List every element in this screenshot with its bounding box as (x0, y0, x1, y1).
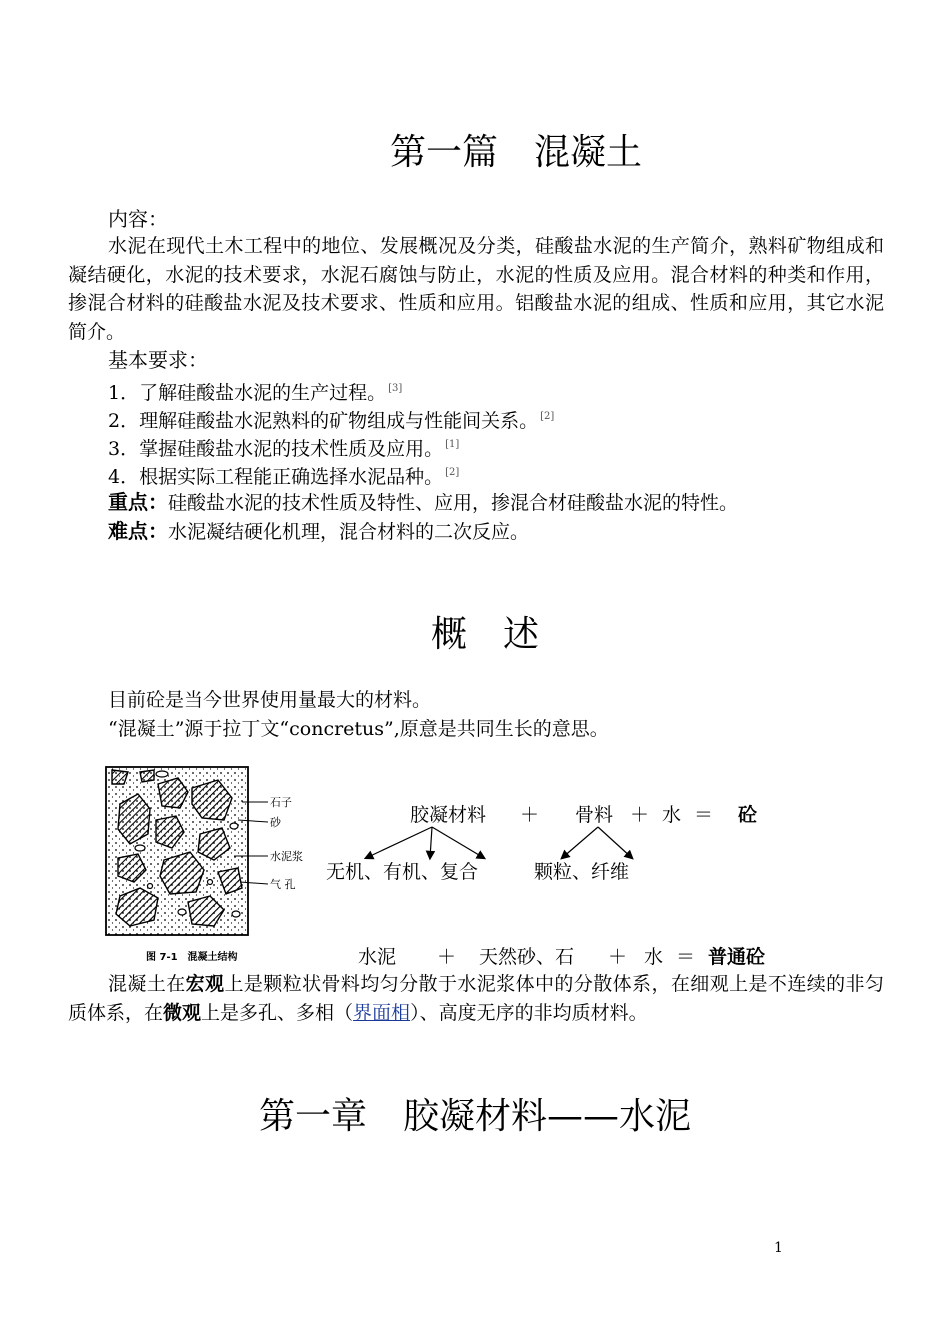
citation: [3] (388, 383, 403, 394)
eq2-water: 水 (644, 946, 664, 968)
requirement-item: 4．根据实际工程能正确选择水泥品种。 [2] (108, 466, 460, 488)
concrete-structure-figure (100, 764, 303, 964)
eq2-aggregate: 天然砂、石 (479, 946, 575, 968)
macro-term: 宏观 (185, 973, 225, 995)
overview-line-1: 目前砼是当今世界使用量最大的材料。 (108, 689, 432, 711)
eq2-plus-2: ＋ (608, 946, 628, 968)
eq2-equals: ＝ (676, 946, 696, 968)
chapter-title: 第一章 胶凝材料——水泥 (258, 1096, 691, 1137)
overview-title: 概 述 (430, 614, 539, 655)
eq2-cement: 水泥 (358, 946, 397, 968)
content-heading: 内容： (108, 207, 168, 231)
key-points-label: 重点： (108, 490, 168, 514)
diagram-binder: 胶凝材料 (410, 804, 487, 826)
diagram-aggregate-types: 颗粒、纤维 (534, 861, 630, 883)
figure-label-pore: 气 孔 (270, 878, 296, 891)
figure-label-cement-paste: 水泥浆 (270, 850, 303, 863)
difficulties: 难点：水泥凝结硬化机理，混合材料的二次反应。 (108, 519, 530, 543)
requirement-item: 3．掌握硅酸盐水泥的技术性质及应用。 [1] (108, 438, 460, 460)
diagram-binder-types: 无机、有机、复合 (326, 861, 479, 883)
micro-term: 微观 (163, 1001, 202, 1024)
diagram-aggregate: 骨料 (575, 804, 614, 826)
diagram-water: 水 (662, 804, 682, 826)
difficulties-label: 难点： (108, 519, 168, 543)
content-paragraph: 水泥在现代土木工程中的地位、发展概况及分类，硅酸盐水泥的生产简介，熟料矿物组成和凝结硬化，水泥的技术要求，水泥石腐蚀与防止，水泥的性质及应用。混合材料的种类和作用，掺混合材料的硅酸盐水泥及技术要求、性质和应用。铝酸盐水泥的组成、性质和应用，其它水泥简介。 (68, 235, 884, 343)
eq2-result: 普通砼 (708, 946, 766, 968)
diagram-plus-1: ＋ (520, 804, 540, 826)
citation: [2] (540, 411, 555, 422)
figure-label-sand: 砂 (270, 816, 281, 829)
eq2-plus-1: ＋ (437, 946, 457, 968)
requirement-item: 2．理解硅酸盐水泥熟料的矿物组成与性能间关系。 [2] (108, 410, 555, 432)
page-number: 1 (774, 1240, 783, 1256)
interface-phase-link[interactable]: 界面相 (353, 1001, 411, 1024)
requirements-heading: 基本要求： (108, 348, 208, 372)
description-paragraph: 混凝土在宏观上是颗粒状骨料均匀分散于水泥浆体中的分散体系，在细观上是不连续的非匀质体系，在微观上是多孔、多相（界面相）、高度无序的非均质材料。 (68, 973, 884, 1024)
diagram-plus-2: ＋ (630, 804, 650, 826)
citation: [1] (445, 439, 460, 450)
figure-label-stone: 石子 (270, 796, 292, 809)
figure-caption: 图 7-1 混凝土结构 (146, 952, 238, 963)
diagram-result: 砼 (738, 804, 758, 826)
diagram-equals: ＝ (694, 804, 714, 826)
key-points: 重点：硅酸盐水泥的技术性质及特性、应用，掺混合材硅酸盐水泥的特性。 (108, 490, 739, 514)
overview-line-2: “混凝土”源于拉丁文“concretus”,原意是共同生长的意思。 (108, 718, 609, 740)
part-title: 第一篇 混凝土 (389, 132, 642, 173)
citation: [2] (445, 467, 460, 478)
requirement-item: 1．了解硅酸盐水泥的生产过程。 [3] (108, 382, 403, 404)
